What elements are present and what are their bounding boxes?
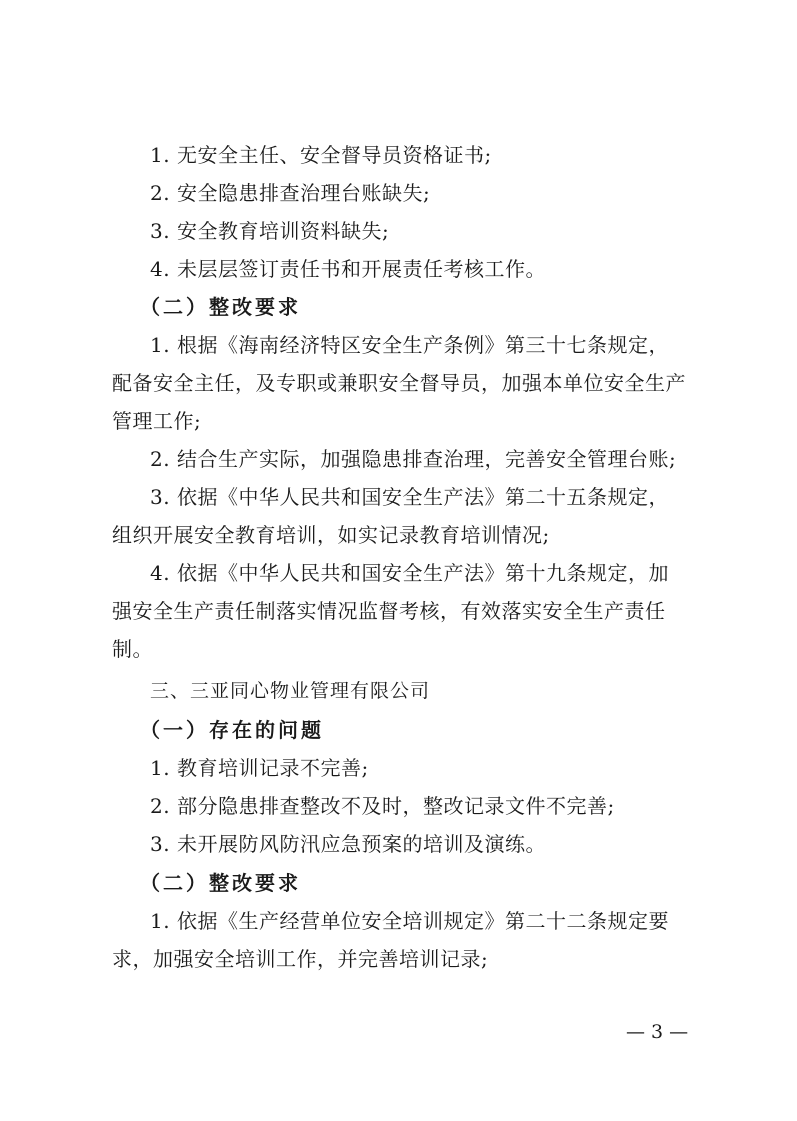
requirement-item-3-line-1: 3. 依据《中华人民共和国安全生产法》第二十五条规定， bbox=[150, 485, 669, 509]
issue-item-1: 1. 无安全主任、安全督导员资格证书; bbox=[150, 143, 492, 167]
section-heading-rectification-2: （二）整改要求 bbox=[140, 871, 301, 895]
section-heading-problems: （一）存在的问题 bbox=[140, 718, 324, 742]
requirement-item-1-line-2: 配备安全主任，及专职或兼职安全督导员，加强本单位安全生产 bbox=[112, 371, 686, 395]
problem-item-2: 2. 部分隐患排查整改不及时，整改记录文件不完善; bbox=[150, 794, 615, 818]
requirement-item-1-line-1: 1. 根据《海南经济特区安全生产条例》第三十七条规定， bbox=[150, 333, 669, 357]
requirement-item-4-line-2: 强安全生产责任制落实情况监督考核，有效落实安全生产责任 bbox=[112, 599, 666, 623]
requirement-2-item-1-line-2: 求，加强安全培训工作，并完善培训记录; bbox=[112, 947, 489, 971]
requirement-2-item-1-line-1: 1. 依据《生产经营单位安全培训规定》第二十二条规定要 bbox=[150, 909, 669, 933]
requirement-item-2: 2. 结合生产实际，加强隐患排查治理，完善安全管理台账; bbox=[150, 447, 677, 471]
problem-item-1: 1. 教育培训记录不完善; bbox=[150, 756, 369, 780]
issue-item-3: 3. 安全教育培训资料缺失; bbox=[150, 219, 390, 243]
problem-item-3: 3. 未开展防风防汛应急预案的培训及演练。 bbox=[150, 832, 546, 856]
requirement-item-4-line-3: 制。 bbox=[112, 637, 153, 661]
requirement-item-1-line-3: 管理工作; bbox=[112, 409, 202, 433]
company-heading: 三、三亚同心物业管理有限公司 bbox=[150, 680, 431, 702]
requirement-item-3-line-2: 组织开展安全教育培训，如实记录教育培训情况; bbox=[112, 523, 550, 547]
section-heading-rectification: （二）整改要求 bbox=[140, 295, 301, 319]
issue-item-4: 4. 未层层签订责任书和开展责任考核工作。 bbox=[150, 257, 546, 281]
page-number: — 3 — bbox=[626, 1021, 689, 1043]
requirement-item-4-line-1: 4. 依据《中华人民共和国安全生产法》第十九条规定，加 bbox=[150, 561, 669, 585]
issue-item-2: 2. 安全隐患排查治理台账缺失; bbox=[150, 181, 431, 205]
